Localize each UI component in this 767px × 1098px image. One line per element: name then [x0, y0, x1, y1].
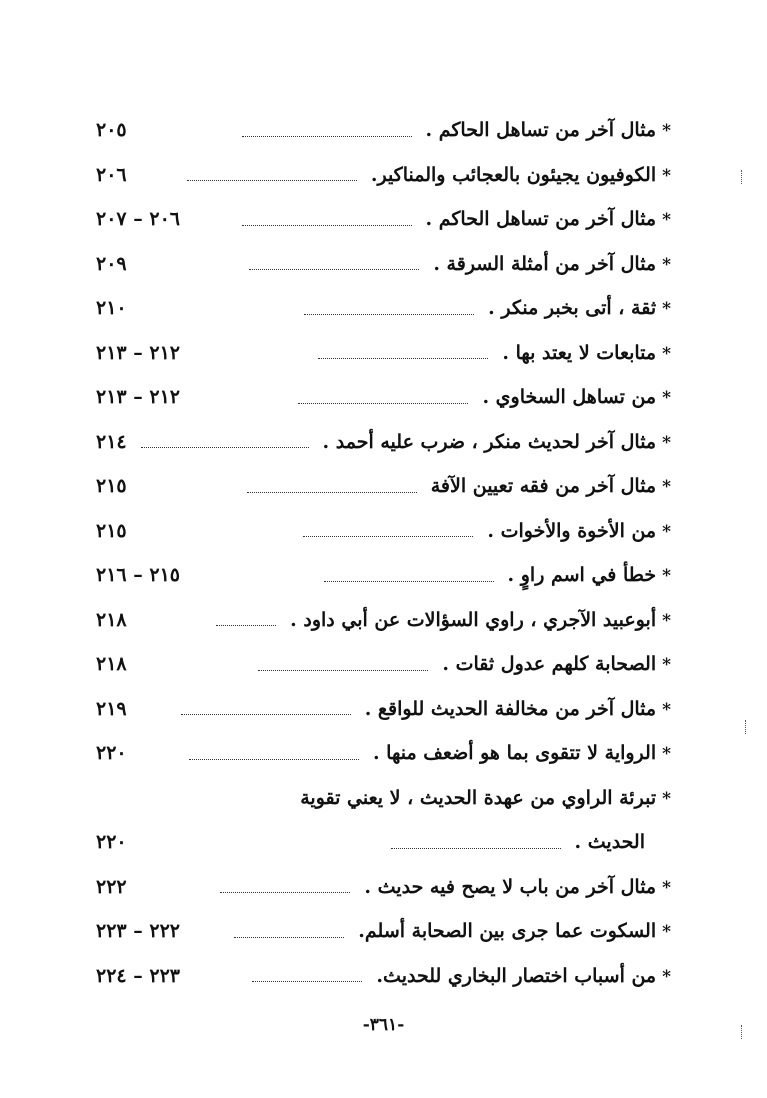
toc-entry: [96, 642, 671, 687]
toc-entry: [96, 954, 671, 999]
toc-entry: [96, 153, 671, 198]
leader-dots: [303, 536, 473, 537]
leader-dots: [247, 492, 417, 493]
bullet-icon: *: [662, 610, 671, 631]
bullet-icon: *: [662, 744, 671, 764]
toc-entry: [96, 197, 671, 242]
toc-entry: [96, 509, 671, 554]
toc-entry-page: ٢٢٢: [96, 875, 127, 898]
toc-entry-page: ٢١٢ – ٢١٣: [96, 341, 180, 364]
toc-entry: [96, 375, 671, 420]
toc-entry-title: مثال آخر من باب لا يصح فيه حديث .: [364, 875, 657, 898]
toc-entry-page: ٢١٥ – ٢١٦: [96, 564, 180, 586]
toc-entry: [96, 687, 671, 732]
toc-entry-title: الكوفيون يجيئون بالعجائب والمناكير.: [370, 163, 657, 186]
leader-dots: [304, 314, 474, 315]
bullet-icon: *: [662, 922, 671, 942]
toc-entry-wrapped-line-2: [96, 820, 671, 865]
leader-dots: [242, 225, 412, 226]
bullet-icon: *: [662, 210, 671, 230]
toc-entry-title: تبرئة الراوي من عهدة الحديث ، لا يعني تقوية: [300, 786, 657, 809]
toc-entry-page: ٢٠٥: [96, 119, 127, 141]
toc-entry-title: من الأخوة والأخوات .: [487, 519, 657, 542]
bullet-icon: *: [662, 254, 671, 275]
leader-dots: [189, 759, 359, 760]
toc-entry-title: من تساهل السخاوي .: [482, 386, 657, 408]
toc-entry-title: خطأ في اسم راوٍ .: [507, 564, 657, 586]
toc-entry-title: مثال آخر من أمثلة السرقة .: [433, 252, 657, 275]
toc-entry-page: ٢٢٢ – ٢٢٣: [96, 920, 180, 942]
toc-entry: [96, 331, 671, 376]
toc-entry-wrapped-line-1: [96, 776, 671, 821]
margin-mark: [745, 720, 748, 734]
toc-entry: [96, 420, 671, 465]
toc-entry-title: مثال آخر من تساهل الحاكم .: [425, 119, 657, 141]
leader-dots: [249, 269, 419, 270]
toc-entry-page: ٢١٩: [96, 697, 127, 720]
toc-entry: [96, 464, 671, 509]
toc-entry: [96, 865, 671, 910]
toc-entry-page: ٢١٤: [96, 430, 127, 453]
bullet-icon: *: [662, 655, 671, 675]
leader-dots: [318, 358, 488, 359]
bullet-icon: *: [662, 299, 671, 319]
toc-entry-page: ٢١٥: [96, 475, 127, 497]
toc-entry-title: السكوت عما جرى بين الصحابة أسلم.: [358, 920, 657, 942]
bullet-icon: *: [662, 165, 671, 186]
leader-dots: [220, 892, 350, 893]
bullet-icon: *: [662, 566, 671, 586]
leader-dots: [324, 581, 494, 582]
toc-entry-page: ٢١٨: [96, 608, 127, 631]
toc-entry-page: ٢١٨: [96, 653, 127, 675]
toc-entry-title: مثال آخر من فقه تعيين الآفة: [430, 475, 657, 497]
bullet-icon: *: [662, 788, 671, 809]
bullet-icon: *: [662, 121, 671, 141]
toc-entry-title: متابعات لا يعتد بها .: [502, 341, 657, 364]
toc-entry: [96, 731, 671, 776]
toc-entry-title: ثقة ، أتى بخبر منكر .: [488, 297, 657, 319]
toc-entry-title: من أسباب اختصار البخاري للحديث.: [376, 964, 657, 987]
bullet-icon: *: [662, 432, 671, 453]
leader-dots: [252, 981, 362, 982]
leader-dots: [141, 447, 309, 448]
toc-entry-page: ٢٠٩: [96, 252, 127, 275]
leader-dots: [391, 848, 561, 849]
toc-entry-page: ٢٠٦: [96, 163, 127, 186]
leader-dots: [234, 937, 344, 938]
toc-entry: [96, 909, 671, 954]
leader-dots: [181, 714, 351, 715]
toc-entry: [96, 242, 671, 287]
toc-entry: [96, 553, 671, 598]
bullet-icon: *: [662, 521, 671, 542]
toc-entry-title: مثال آخر من مخالفة الحديث للواقع .: [364, 697, 657, 720]
leader-dots: [242, 136, 412, 137]
bullet-icon: *: [662, 877, 671, 898]
toc-entry-title: مثال آخر لحديث منكر ، ضرب عليه أحمد .: [322, 430, 657, 453]
bullet-icon: *: [662, 388, 671, 408]
margin-mark: [741, 1025, 744, 1039]
toc-entry-title: الرواية لا تتقوى بما هو أضعف منها .: [372, 742, 657, 764]
toc-entry-page: ٢١٢ – ٢١٣: [96, 386, 180, 408]
toc-entry-page: ٢٠٦ – ٢٠٧: [96, 208, 180, 230]
page-number: -٣٦١-: [362, 1015, 405, 1035]
toc-entry-title: مثال آخر من تساهل الحاكم .: [425, 208, 657, 230]
toc-entry-page: ٢٢٣ – ٢٢٤: [96, 964, 180, 987]
bullet-icon: *: [662, 966, 671, 987]
toc-entry: [96, 598, 671, 643]
leader-dots: [258, 670, 428, 671]
bullet-icon: *: [662, 699, 671, 720]
toc-entry-title-continued: الحديث .: [574, 831, 645, 853]
bullet-icon: *: [662, 477, 671, 497]
toc-entry-title: أبوعبيد الآجري ، راوي السؤالات عن أبي داود .: [290, 608, 657, 631]
toc-entry-page: ٢٢٠: [96, 742, 127, 764]
bullet-icon: *: [662, 343, 671, 364]
toc-entry: [96, 286, 671, 331]
table-of-contents: [96, 108, 671, 998]
toc-entry: [96, 108, 671, 153]
toc-entry-page: ٢١٥: [96, 519, 127, 542]
leader-dots: [216, 625, 276, 626]
toc-entry-page: ٢١٠: [96, 297, 127, 319]
toc-entry-page: ٢٢٠: [96, 831, 127, 853]
leader-dots: [187, 180, 357, 181]
margin-mark: [741, 170, 744, 184]
toc-entry-title: الصحابة كلهم عدول ثقات .: [442, 653, 657, 675]
leader-dots: [298, 403, 468, 404]
